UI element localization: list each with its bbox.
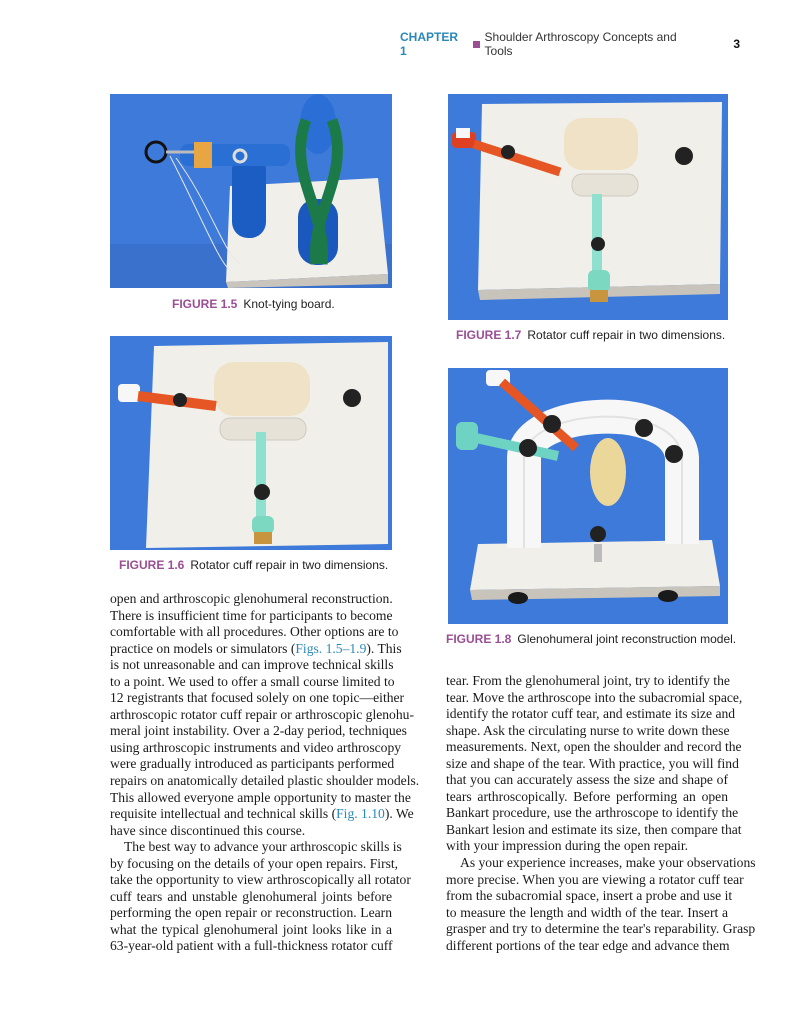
text-line: This allowed everyone ample opportunity to master the [110, 789, 411, 805]
text-line: from the subacromial space, insert a probe and use it [446, 888, 733, 904]
figure-label: FIGURE 1.8 [446, 632, 512, 646]
figure-1-5-caption [172, 297, 335, 311]
figure-1-8-photo [448, 368, 728, 624]
figure-1-8-caption [446, 632, 736, 646]
text-line: requisite intellectual and technical skills (Fig. 1.10). We [110, 806, 414, 822]
text-line: comfortable with all procedures. Other options are to [110, 624, 399, 640]
glenohumeral-model-photo [448, 368, 728, 624]
text-line: to measure the length and width of the tear. Insert a [446, 904, 728, 920]
figure-1-5-photo [110, 94, 392, 288]
paragraph [446, 855, 756, 954]
text-line: Bankart procedure, use the arthroscope to identify the [446, 805, 739, 821]
figure-1-6-caption [119, 558, 388, 572]
text-line: As your experience increases, make your observations [460, 855, 756, 871]
text-line: performing the open repair or reconstruction. Learn [110, 905, 392, 921]
chapter-label: CHAPTER 1 [400, 30, 459, 58]
header-separator-square [473, 41, 480, 48]
figure-1-7-caption [456, 328, 725, 342]
rotator-cuff-board-photo [110, 336, 392, 550]
text-line: repairs on anatomically detailed plastic shoulder models. [110, 773, 420, 789]
text-line: Bankart lesion and estimate its size, then compare that [446, 821, 742, 837]
text-line: tears arthroscopically. Before performing an open [446, 788, 728, 804]
text-line: take the opportunity to view arthroscopically all rotator [110, 872, 411, 888]
text-line: to a point. We used to offer a small course limited to [110, 673, 395, 689]
figure-reference-link[interactable]: Figs. 1.5–1.9 [295, 640, 367, 656]
text-line: cuff tears and unstable glenohumeral joints before [110, 888, 392, 904]
text-line: grasper and try to determine the tear's reparability. Grasp [446, 921, 756, 937]
figure-label: FIGURE 1.7 [456, 328, 522, 342]
figure-caption-text: Rotator cuff repair in two dimensions. [527, 328, 726, 342]
text-line: have since discontinued this course. [110, 822, 306, 838]
text-line: practice on models or simulators (Figs. 1.5–1.9). This [110, 640, 402, 656]
figure-caption-text: Glenohumeral joint reconstruction model. [517, 632, 737, 646]
figure-reference-link[interactable]: Fig. 1.10 [336, 806, 385, 822]
text-line: There is insufficient time for participants to become [110, 607, 393, 623]
figure-1-7-photo [448, 94, 728, 320]
paragraph [110, 591, 420, 839]
body-text-left-column [110, 591, 420, 955]
text-line: tear. From the glenohumeral joint, try to identify the [446, 673, 730, 688]
knot-tying-board-photo [110, 94, 392, 288]
figure-label: FIGURE 1.6 [119, 558, 185, 572]
paragraph [446, 673, 743, 855]
text-line: measurements. Next, open the shoulder and record the [446, 739, 742, 755]
figure-caption-text: Rotator cuff repair in two dimensions. [190, 558, 389, 572]
text-line: different portions of the tear edge and advance them [446, 937, 730, 953]
text-line: is not unreasonable and can improve technical skills [110, 657, 394, 673]
chapter-title: Shoulder Arthroscopy Concepts and Tools [484, 30, 677, 58]
text-line: tear. Move the arthroscope into the subacromial space, [446, 689, 743, 705]
page-number: 3 [733, 37, 740, 51]
text-line: The best way to advance your arthroscopic skills is [124, 839, 402, 855]
text-line: by focusing on the details of your open repairs. First, [110, 855, 399, 871]
text-line: arthroscopic rotator cuff repair or arthroscopic glenohu- [110, 706, 414, 722]
text-line: meral joint instability. Over a 2-day period, techniques [110, 723, 407, 739]
text-line: 12 registrants that focused solely on one topic—either [110, 690, 405, 706]
text-line: were gradually introduced as participants performed [110, 756, 395, 772]
text-line: size and shape of the tear. With practice, you will find [446, 755, 739, 771]
running-header [400, 30, 740, 58]
text-line: shape. Ask the circulating nurse to write down these [446, 722, 730, 738]
figure-label: FIGURE 1.5 [172, 297, 238, 311]
text-line: using arthroscopic instruments and video arthroscopy [110, 739, 402, 755]
text-line: 63-year-old patient with a full-thickness rotator cuff [110, 938, 393, 954]
figure-caption-text: Knot-tying board. [243, 297, 335, 311]
body-text-right-column [446, 673, 756, 954]
text-line: identify the rotator cuff tear, and estimate its size and [446, 706, 736, 722]
text-line: more precise. When you are viewing a rotator cuff tear [446, 871, 744, 887]
paragraph [110, 839, 411, 955]
text-line: what the typical glenohumeral joint looks like in a [110, 921, 392, 937]
figure-1-6-photo [110, 336, 392, 550]
text-line: that you can accurately assess the size and shape of [446, 772, 728, 788]
text-line: with your impression during the open repair. [446, 838, 688, 854]
text-line: open and arthroscopic glenohumeral reconstruction. [110, 591, 393, 606]
rotator-cuff-board-photo [448, 94, 728, 320]
